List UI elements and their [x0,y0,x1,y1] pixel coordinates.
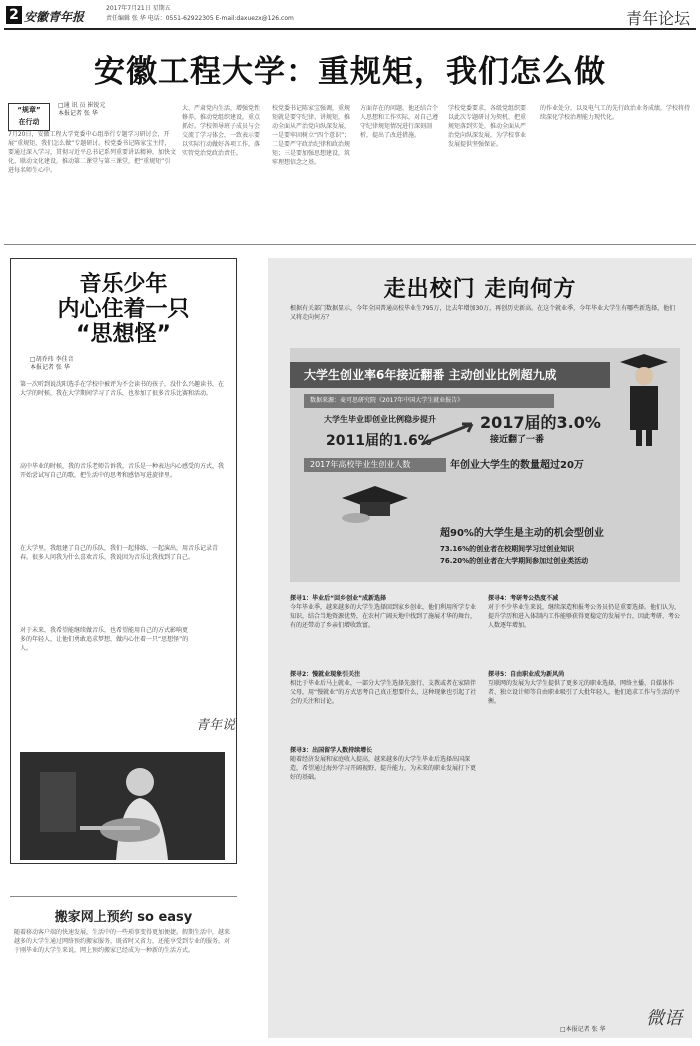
header-rule [4,28,696,30]
main-col-6: 的作业处分，以及电气工的先行政治业务成绩，学校将持续深化学校治理能力现代化。 [540,105,690,121]
qa-question: 探寻5：自由职业成为新风尚 [488,671,565,678]
qa-question: 探寻3：出国留学人数持续增长 [290,747,373,754]
column-tag-line2: 在行动 [18,118,40,126]
main-headline: 安徽工程大学：重规矩，我们怎么做 [94,54,606,90]
stat1-2017: 2017届的3.0% [480,413,601,432]
left-byline: □胡乔玮 李佳音 本报记者 张 华 [30,356,74,371]
qa-question: 探寻2：慢就业现象引关注 [290,671,361,678]
stat4-b: 76.20%的创业者在大学期间参加过创业类活动 [440,557,589,565]
newspaper-name: 安徽青年报 [24,10,85,24]
stat3-value: 超90%的大学生是主动的机会型创业 [440,528,604,539]
qa-question: 探寻1：毕业后“回乡创业”成新选择 [290,595,387,602]
growth-arrow-icon [420,418,480,448]
main-col-4: 方面存在的问题。他还结合个人思想和工作实际，对自己遵守纪律规矩情况进行深刻剖析，提出了改进措施。 [360,105,439,139]
moving-article-text: 随着移动客户端的快速发展，生活中的一些琐事变得更加便捷。假期生活中，越来越多的大学生通过网络预约搬家服务，既省时又省力，还能享受到专业的服务。对于刚毕业的大学生来说，网上预约搬家已经成为一种新的生活方式。 [14,929,231,954]
stat1-label: 大学生毕业即创业比例稳步提升 [324,415,436,424]
right-headline: 走出校门 走向何方 [383,277,577,302]
startup-infographic [290,348,680,582]
left-headline-line1: 音乐少年 [79,272,168,297]
left-headline-line3: “思想怪” [76,322,171,347]
stat2-value: 年创业大学生的数量超过20万 [450,460,584,471]
column-tag [8,103,50,131]
main-col-2: 大、严肃党内生活，增强党性修养，推动党组织建设，重点抓好。学校领导班子成员与会交流了学习体会，一致表示要以实际行动做好各项工作，落实管党治党政治责任。 [182,105,261,157]
writer-signature: 青年说 [196,718,236,733]
qa-question: 探寻4：考研考公热度不减 [488,595,559,602]
left-headline-line2: 内心住着一只 [57,297,190,322]
stat4-a: 73.16%的创业者在校期间学习过创业知识 [440,545,575,553]
page-number: 2 [6,6,22,24]
main-col-5: 学校党委要求，各级党组织要以此次专题研讨为契机，把重规矩落到实处，推动全面从严治党向纵深发展，为学校事业发展提供坚强保证。 [448,105,527,148]
qa-right-column [488,594,680,994]
main-byline: □通 讯 员 崔锐元 本报记者 张 华 [58,102,106,117]
main-col-1: 7月20日，安徽工程大学党委中心组举行专题学习研讨会，开展“重规矩，我们怎么做”专题研讨。校党委书记陈家宝主持，要通过深入学习，贯彻习近平总书记系列重要讲话精神，加快文化、联动文化建设，推动第二课堂与第三课堂，把“重规矩”引进每名师生心中。 [8,131,176,174]
qa-answer: 互联网的发展为大学生提供了更多元的职业选择，网络主播、自媒体作者、独立设计师等自由职业吸引了大批年轻人，他们追求工作与生活的平衡。 [488,680,680,705]
left-paragraph-1: 第一次听到说沈阳选手在学校中被评为不会读书的孩子，没什么兴趣读书，在大学的时候，我在大学期间学习了音乐，也参加了很多音乐比赛和活动。 [20,381,225,397]
editor-contact: 责任编辑 张 华 电话：0551-62922305 E-mail:daxuezx@126.com [106,15,294,22]
left-paragraph-2: 高中毕业的时候，我的音乐老师告诉我，音乐是一种表达内心感受的方式，我开始尝试写自己的歌，把生活中的思考和感悟写进旋律里。 [20,463,225,479]
graduation-cap-icon [340,484,410,524]
stat1-2011: 2011届的1.6% [326,433,432,449]
graduate-figure-icon [618,352,670,448]
qa-left-column [290,594,480,1014]
weiyu-logo: 微语 [646,1008,682,1029]
right-credit: □本报记者 张 华 [560,1026,606,1033]
main-col-3: 校党委书记陈家宝强调，重规矩就是要守纪律、讲规矩，推动全面从严治党向纵深发展，一是要牢固树立“四个意识”；二是要严守政治纪律和政治规矩；三是要加强思想建设，筑牢理想信念之基。 [272,105,351,166]
section-name: 青年论坛 [625,9,690,28]
right-intro: 根据有关部门数据显示，今年全国普通高校毕业生795万，比去年增加30万，再创历史新高。在这个就业季，今年毕业大学生有哪些新选择，他们又将走向何方？ [290,305,676,321]
moving-headline: 搬家网上预约 so easy [54,910,193,925]
left-headline [10,272,237,347]
infographic-source: 数据来源：麦可思研究院《2017年中国大学生就业报告》 [304,394,554,408]
column-tag-line1: “规章” [17,106,41,114]
qa-answer: 随着经济发展和家庭收入提高，越来越多的大学生毕业后选择出国深造，希望通过海外学习开阔视野、提升能力，为未来的职业发展打下更好的基础。 [290,756,477,781]
musician-photo [20,752,225,860]
musician-photo-art [20,752,225,860]
stat2-bar: 2017年高校毕业生创业人数 [304,458,446,472]
qa-answer: 相比于毕业后马上就业，一部分大学生选择先旅行、支教或者在家陪伴父母，用“慢就业”的方式思考自己真正想要什么，这种现象也引起了社会的关注和讨论。 [290,680,477,705]
stat1-note: 接近翻了一番 [490,435,545,445]
left-bottom-rule [10,896,237,897]
qa-answer: 今年毕业季，越来越多的大学生选择回到家乡创业，他们利用所学专业知识，结合当地资源优势，在农村广阔天地中找到了施展才华的舞台，有的还带动了乡亲们增收致富。 [290,604,477,629]
left-paragraph-3: 在大学里，我组建了自己的乐队，我们一起排练、一起演出，用音乐记录青春。很多人问我为什么喜欢音乐，我说因为音乐让我找到了自己。 [20,545,219,561]
left-paragraph-4: 对于未来，我希望能继续做音乐，也希望能用自己的方式影响更多的年轻人，让他们勇敢追求梦想，做内心住着一只“思想怪”的人。 [20,627,189,652]
qa-answer: 对于不少毕业生来说，继续深造和报考公务员仍是重要选择。他们认为，提升学历和进入体制内工作能够获得更稳定的发展平台，因此考研、考公人数逐年增加。 [488,604,680,629]
issue-date: 2017年7月21日 星期五 [106,5,171,12]
infographic-banner: 大学生创业率6年接近翻番 主动创业比例超九成 [290,362,610,388]
section-divider [4,244,696,245]
